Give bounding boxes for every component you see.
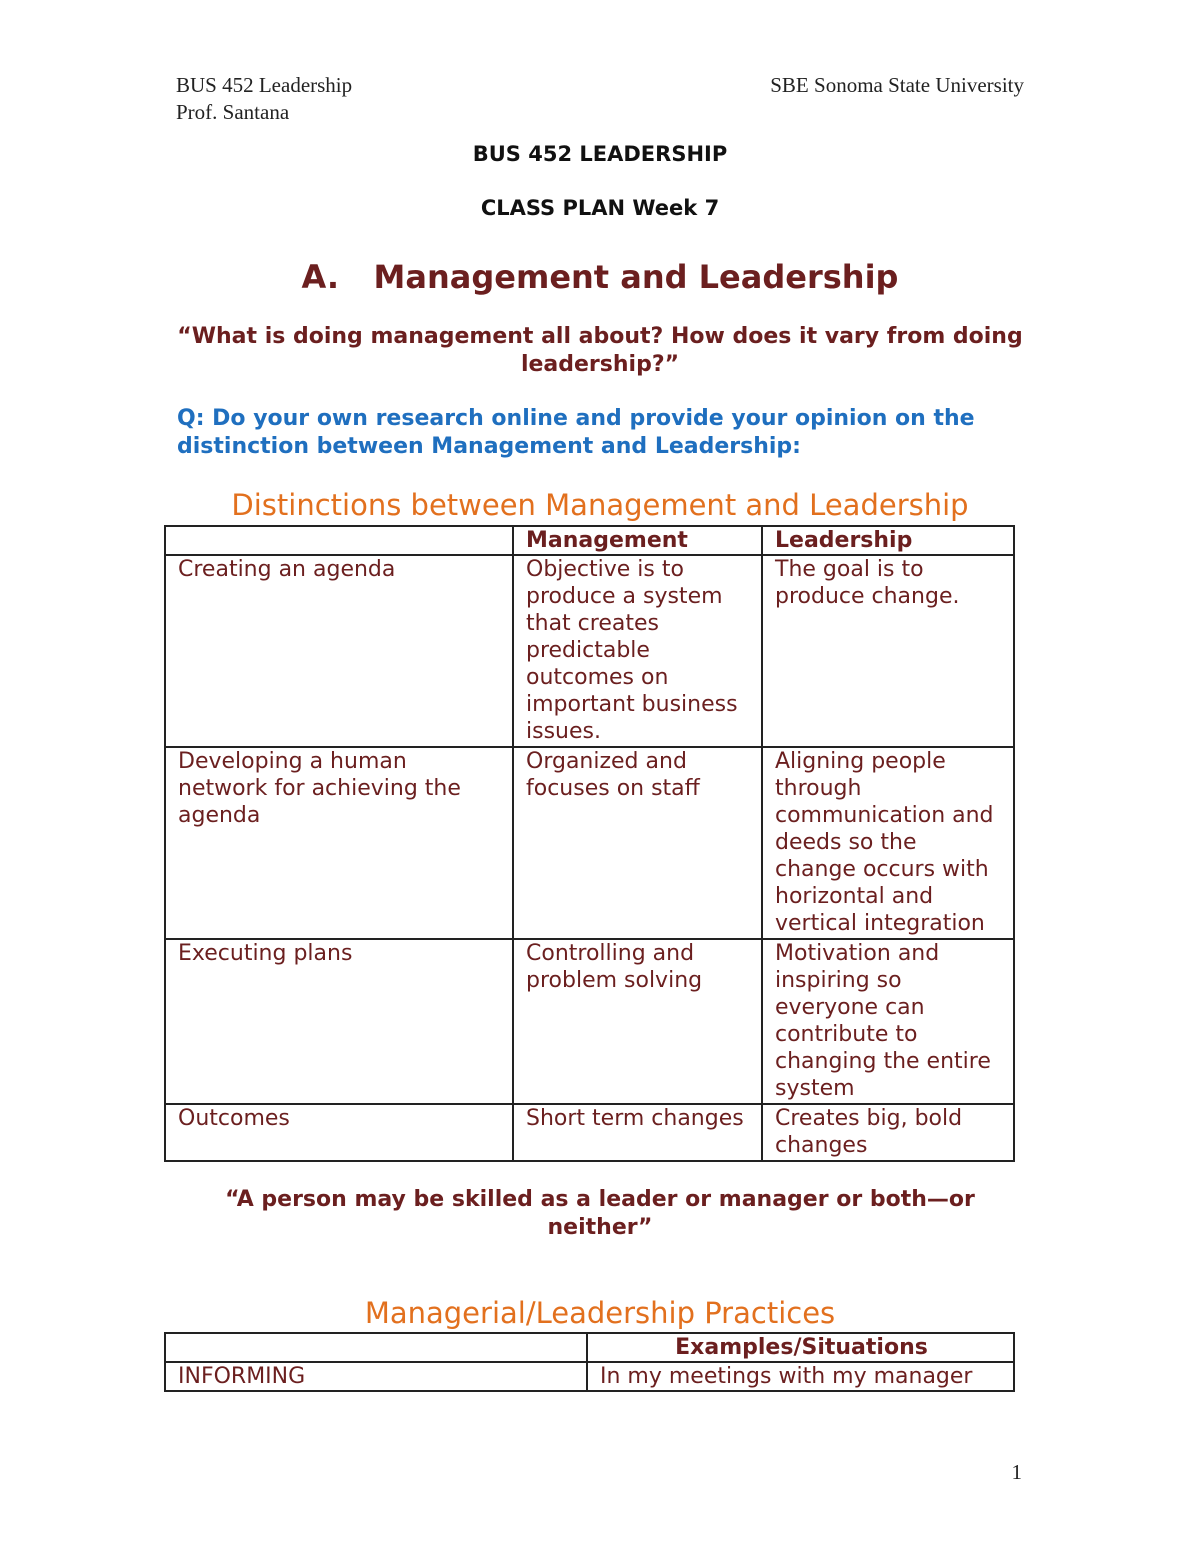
management-cell: Controlling and problem solving [513,939,762,1104]
leadership-cell: Creates big, bold changes [762,1104,1014,1161]
table-row [165,555,1014,747]
practices-table-title: Managerial/Leadership Practices [364,1296,836,1330]
header-cell-examples: Examples/Situations [587,1333,1014,1362]
management-cell: Objective is to produce a system that creates predictable outcomes on important business issues. [513,555,762,747]
header-professor: Prof. Santana [176,100,290,124]
practice-cell: INFORMING [165,1362,587,1391]
leadership-cell: Motivation and inspiring so everyone can contribute to changing the entire system [762,939,1014,1104]
table-header-row [165,526,1014,555]
table-header-row [165,1333,1014,1362]
header-cell-empty [165,526,513,555]
research-question: Q: Do your own research online and provide your opinion on the distinction between Management and Leadership: [177,406,975,459]
section-a-heading-text: Management and Leadership [373,258,899,296]
page-number: 1 [1011,1460,1022,1484]
section-a-quote: “What is doing management all about? How does it vary from doing leadership?” [177,324,1023,377]
table-row [165,1104,1014,1161]
header-cell-leadership: Leadership [762,526,1014,555]
aspect-cell: Creating an agenda [165,555,513,747]
aspect-cell: Executing plans [165,939,513,1104]
example-cell: In my meetings with my manager [587,1362,1014,1391]
section-a-marker: A. [301,258,340,296]
management-cell: Organized and focuses on staff [513,747,762,939]
leadership-cell: The goal is to produce change. [762,555,1014,747]
section-a-heading [0,258,1200,296]
class-plan-title: CLASS PLAN Week 7 [480,196,720,220]
table-row [165,747,1014,939]
practices-table [164,1332,1015,1392]
distinctions-table [164,525,1015,1162]
course-title: BUS 452 LEADERSHIP [472,142,728,166]
header-course: BUS 452 Leadership [176,73,353,97]
table-row [165,1362,1014,1391]
skilled-quote: “A person may be skilled as a leader or manager or both—or neither” [225,1187,975,1240]
distinctions-table-title: Distinctions between Management and Leadership [231,488,969,522]
header-institution: SBE Sonoma State University [770,73,1024,97]
aspect-cell: Outcomes [165,1104,513,1161]
table-row [165,939,1014,1104]
header-cell-management: Management [513,526,762,555]
header-cell-empty [165,1333,587,1362]
management-cell: Short term changes [513,1104,762,1161]
leadership-cell: Aligning people through communication and deeds so the change occurs with horizontal and vertical integration [762,747,1014,939]
aspect-cell: Developing a human network for achieving the agenda [165,747,513,939]
